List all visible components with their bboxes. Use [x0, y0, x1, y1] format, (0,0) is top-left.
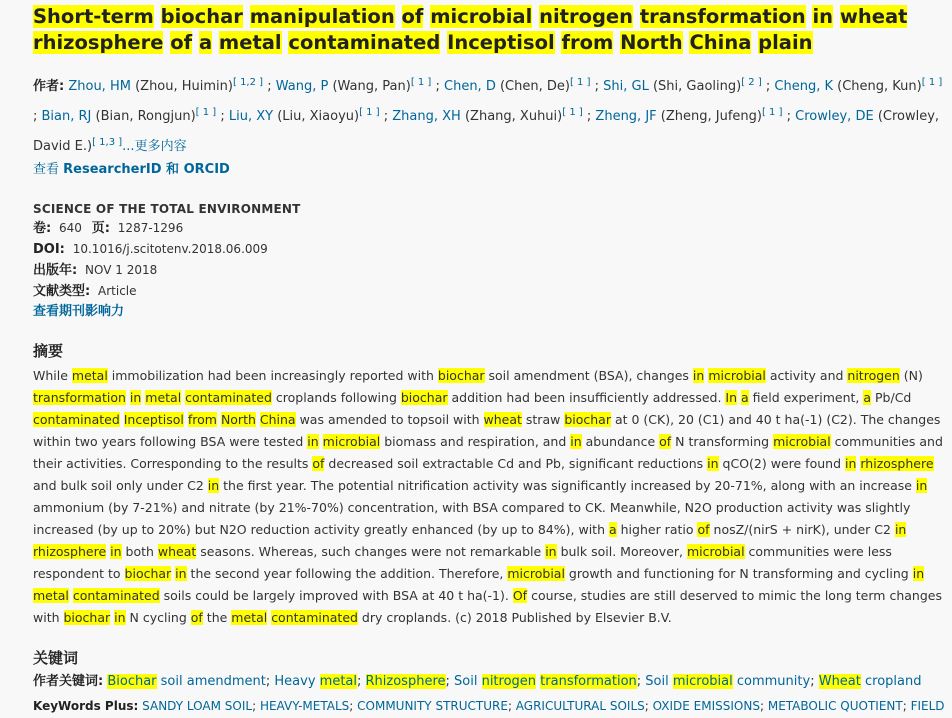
abstract-section: [33, 340, 943, 629]
keyword-word-highlight: Wheat: [818, 674, 861, 689]
author-link[interactable]: Cheng, K: [774, 79, 834, 94]
abstract-word-text: activity and: [765, 368, 848, 383]
title-word-text: [192, 31, 199, 54]
abstract-word-highlight: biochar: [564, 412, 611, 427]
title-word-text: [154, 5, 161, 28]
keyword-word-text: soil amendment: [156, 674, 266, 689]
pubyear-label: 出版年:: [33, 263, 78, 278]
title-word-highlight: manipulation: [249, 5, 395, 28]
author-keyword-link[interactable]: [645, 674, 810, 689]
keyword-plus-link[interactable]: METABOLIC QUOTIENT: [767, 699, 903, 713]
abstract-word-highlight: biochar: [124, 566, 172, 581]
keyword-word-text: cropland: [860, 674, 922, 689]
article-title: [33, 4, 943, 56]
researcherid-label: ResearcherID: [63, 162, 162, 177]
author-fullname: (Cheng, Kun): [837, 79, 922, 94]
orcid-label: ORCID: [183, 162, 230, 177]
title-word-text: [633, 5, 640, 28]
record-container: [33, 4, 943, 718]
author-link[interactable]: Liu, XY: [228, 109, 274, 124]
abstract-word-text: course, studies are still deserved to mimic the long term changes with: [33, 588, 942, 625]
abstract-word-highlight: China: [259, 412, 296, 427]
pubyear-value: NOV 1 2018: [85, 263, 158, 277]
keyword-separator: ;: [810, 674, 819, 689]
abstract-word-text: straw: [521, 412, 565, 427]
affiliation-ref[interactable]: [ 1,3 ]: [92, 137, 123, 148]
abstract-word-highlight: of: [190, 610, 203, 625]
author-separator: ;: [582, 109, 596, 124]
abstract-word-text: soil amendment (BSA), changes: [484, 368, 693, 383]
keyword-plus-link[interactable]: COMMUNITY STRUCTURE: [357, 699, 508, 713]
volume-label: 卷:: [33, 221, 52, 236]
keyword-separator: ;: [636, 674, 646, 689]
keyword-plus-link[interactable]: SANDY LOAM SOIL: [142, 699, 253, 713]
abstract-word-text: croplands following: [271, 390, 401, 405]
volume-value: 640: [59, 221, 82, 235]
title-word-highlight: Inceptisol: [447, 31, 555, 54]
abstract-word-text: at 0 (CK), 20 (C1) and 40 t ha(-1) (C2). The changes within two years following BSA were tested: [33, 412, 941, 449]
title-word-highlight: metal: [218, 31, 282, 54]
abstract-word-highlight: in: [175, 566, 187, 581]
abstract-word-highlight: a: [863, 390, 872, 405]
orcid-prefix: 查看: [33, 162, 64, 177]
abstract-word-highlight: in: [844, 456, 857, 471]
keyword-separator: ;: [902, 699, 911, 713]
abstract-word-text: (N): [899, 368, 923, 383]
keyword-word-highlight: Rhizosphere: [365, 674, 446, 689]
keyword-separator: ;: [507, 699, 516, 713]
abstract-word-highlight: in: [894, 522, 907, 537]
title-word-highlight: North: [620, 31, 683, 54]
abstract-word-text: immobilization had been increasingly reported with: [107, 368, 438, 383]
keyword-separator: ;: [265, 674, 275, 689]
author-fullname: (Zhang, Xuhui): [464, 109, 563, 124]
keyword-separator: ;: [445, 674, 455, 689]
abstract-word-text: qCO(2) were found: [718, 456, 845, 471]
author-fullname: (Chen, De): [499, 79, 570, 94]
title-word-text: [243, 5, 250, 28]
author-separator: ;: [33, 109, 42, 124]
author-keyword-link[interactable]: [454, 674, 637, 689]
abstract-word-highlight: biochar: [400, 390, 448, 405]
abstract-word-highlight: in: [912, 566, 925, 581]
keyword-separator: ;: [349, 699, 358, 713]
keywords-plus-row: [33, 694, 943, 718]
doi-row: [33, 239, 943, 260]
title-word-highlight: biochar: [160, 5, 243, 28]
title-word-highlight: microbial: [430, 5, 533, 28]
keywords-plus-label: KeyWords Plus:: [33, 699, 139, 713]
keyword-word-text: Heavy: [274, 674, 320, 689]
abstract-word-highlight: a: [608, 522, 617, 537]
keyword-separator: ;: [252, 699, 260, 713]
abstract-word-highlight: contaminated: [271, 610, 358, 625]
researcherid-orcid-link[interactable]: [33, 160, 943, 180]
abstract-word-text: N cycling: [125, 610, 191, 625]
author-keyword-link[interactable]: [107, 674, 266, 689]
journal-title[interactable]: SCIENCE OF THE TOTAL ENVIRONMENT: [33, 202, 301, 216]
abstract-word-highlight: Inceptisol: [123, 412, 184, 427]
abstract-word-highlight: nitrogen: [847, 368, 900, 383]
title-word-highlight: of: [170, 31, 193, 54]
doctype-value: Article: [98, 284, 137, 298]
author-link[interactable]: Chen, D: [444, 79, 496, 94]
abstract-word-text: and bulk soil only under C2: [33, 478, 208, 493]
author-separator: ;: [431, 79, 444, 94]
abstract-word-text: dry croplands. (c) 2018 Published by Elsevier B.V.: [357, 610, 672, 625]
keyword-plus-link[interactable]: AGRICULTURAL SOILS: [515, 699, 645, 713]
abstract-word-highlight: of: [697, 522, 710, 537]
abstract-word-text: the second year following the addition. Therefore,: [186, 566, 508, 581]
abstract-word-highlight: In: [725, 390, 738, 405]
author-keyword-link[interactable]: [366, 674, 446, 689]
abstract-word-highlight: in: [545, 544, 557, 559]
doi-value: 10.1016/j.scitotenv.2018.06.009: [72, 242, 268, 256]
abstract-word-highlight: biochar: [63, 610, 111, 625]
abstract-word-text: decreased soil extractable Cd and Pb, significant reductions: [324, 456, 708, 471]
keyword-plus-link[interactable]: HEAVY-METALS: [259, 699, 350, 713]
title-word-highlight: contaminated: [288, 31, 441, 54]
author-link[interactable]: Wang, P: [275, 79, 329, 94]
journal-impact-link[interactable]: 查看期刊影响力: [33, 304, 125, 319]
abstract-word-text: higher ratio: [616, 522, 698, 537]
abstract-word-highlight: in: [129, 390, 142, 405]
abstract-word-highlight: metal: [145, 390, 182, 405]
volume-pages-row: [33, 218, 943, 239]
author-fullname: (Bian, Rongjun): [95, 109, 196, 124]
author-keyword-link[interactable]: [819, 674, 922, 689]
abstract-word-highlight: a: [741, 390, 749, 405]
author-keywords-label: 作者关键词:: [33, 674, 104, 689]
abstract-word-text: abundance: [581, 434, 660, 449]
doi-label: DOI:: [33, 242, 65, 257]
abstract-word-highlight: transformation: [33, 390, 126, 405]
keyword-plus-link[interactable]: OXIDE EMISSIONS: [652, 699, 760, 713]
abstract-word-highlight: in: [114, 610, 126, 625]
abstract-word-text: ammonium (by 7-21%) and nitrate (by 21%-70%) concentration, with BSA compared to CK. Meanwhile, N2O production activity was slightly increased (by up to 20%) but N2O reduction activity greatly enhanced (by up to 84%), with: [33, 500, 911, 537]
pages-value: 1287-1296: [117, 221, 184, 235]
abstract-word-highlight: wheat: [483, 412, 522, 427]
keyword-word-highlight: transformation: [540, 674, 637, 689]
abstract-word-highlight: North: [220, 412, 256, 427]
author-fullname: (Zheng, Jufeng): [660, 109, 762, 124]
affiliation-ref[interactable]: [ 2 ]: [741, 77, 762, 88]
keyword-word-highlight: metal: [319, 674, 357, 689]
abstract-word-highlight: microbial: [773, 434, 831, 449]
author-link[interactable]: Shi, GL: [603, 79, 649, 94]
title-word-highlight: from: [561, 31, 614, 54]
abstract-word-text: the: [202, 610, 232, 625]
abstract-word-highlight: from: [187, 412, 217, 427]
title-word-highlight: wheat: [839, 5, 908, 28]
author-fullname: (Crowley, David E.): [33, 109, 940, 154]
title-word-highlight: nitrogen: [539, 5, 634, 28]
keyword-word-text: community: [732, 674, 811, 689]
abstract-word-text: soils could be largely improved with BSA at 40 t ha(-1).: [159, 588, 513, 603]
author-link[interactable]: Zhang, XH: [392, 109, 461, 124]
abstract-word-text: bulk soil. Moreover,: [556, 544, 687, 559]
abstract-word-highlight: in: [692, 368, 705, 383]
title-word-text: [212, 31, 219, 54]
abstract-word-highlight: metal: [231, 610, 268, 625]
pages-label: 页:: [91, 221, 110, 236]
author-link[interactable]: Crowley, DE: [795, 109, 874, 124]
author-separator: ;: [761, 79, 775, 94]
more-authors-link[interactable]: ...更多内容: [122, 139, 187, 154]
abstract-word-text: communities and their activities. Corresponding to the results: [33, 434, 943, 471]
abstract-word-text: was amended to topsoil with: [295, 412, 484, 427]
abstract-word-highlight: contaminated: [72, 588, 160, 603]
affiliation-ref[interactable]: [ 1 ]: [195, 107, 217, 118]
abstract-word-highlight: in: [570, 434, 582, 449]
abstract-word-highlight: microbial: [322, 434, 381, 449]
abstract-word-text: While: [33, 368, 72, 383]
abstract-word-highlight: contaminated: [185, 390, 272, 405]
abstract-word-highlight: of: [659, 434, 672, 449]
title-word-text: [395, 5, 402, 28]
abstract-word-text: communities were less respondent to: [33, 544, 892, 581]
title-word-highlight: rhizosphere: [33, 31, 164, 54]
title-word-highlight: transformation: [639, 5, 806, 28]
title-word-highlight: a: [198, 31, 213, 54]
pubyear-row: [33, 260, 943, 281]
affiliation-ref[interactable]: [ 1 ]: [761, 107, 783, 118]
abstract-word-highlight: in: [207, 478, 220, 493]
abstract-word-text: both: [121, 544, 158, 559]
abstract-word-text: nosZ/(nirS + nirK), under C2: [709, 522, 895, 537]
keyword-separator: ;: [759, 699, 768, 713]
abstract-word-highlight: rhizosphere: [860, 456, 934, 471]
author-fullname: (Zhou, Huimin): [135, 79, 233, 94]
affiliation-ref[interactable]: [ 1 ]: [562, 107, 583, 118]
keyword-word-highlight: nitrogen: [481, 674, 537, 689]
keywords-heading: 关键词: [33, 649, 79, 667]
title-word-highlight: Short-term: [33, 5, 154, 28]
abstract-heading: 摘要: [33, 342, 64, 360]
keyword-word-text: Soil: [454, 674, 482, 689]
affiliation-ref[interactable]: [ 1 ]: [410, 77, 432, 88]
author-link[interactable]: Zhou, HM: [68, 79, 131, 94]
author-fullname: (Liu, Xiaoyu): [277, 109, 360, 124]
author-separator: ;: [379, 109, 393, 124]
abstract-word-highlight: microbial: [507, 566, 565, 581]
author-keywords-row: [33, 670, 943, 694]
abstract-word-highlight: biochar: [437, 368, 485, 383]
abstract-word-highlight: in: [915, 478, 928, 493]
author-keyword-link[interactable]: [274, 674, 357, 689]
abstract-word-text: biomass and respiration, and: [380, 434, 571, 449]
authors-block: [33, 70, 943, 160]
abstract-word-highlight: metal: [71, 368, 108, 383]
abstract-word-highlight: contaminated: [33, 412, 120, 427]
affiliation-ref[interactable]: [ 1,2 ]: [232, 77, 264, 88]
title-word-highlight: China: [689, 31, 752, 54]
author-separator: ;: [590, 79, 604, 94]
abstract-word-text: addition had been insufficiently addressed.: [447, 390, 726, 405]
keyword-plus-link[interactable]: FIELD: [910, 699, 945, 713]
doctype-row: [33, 281, 943, 302]
author-fullname: (Shi, Gaoling): [652, 79, 742, 94]
author-link[interactable]: Zheng, JF: [595, 109, 657, 124]
orcid-and: 和: [161, 162, 184, 177]
abstract-word-highlight: of: [312, 456, 325, 471]
abstract-word-text: the first year. The potential nitrification activity was significantly increased by 20-71%, along with an increase: [219, 478, 916, 493]
keyword-separator: ;: [644, 699, 653, 713]
author-separator: ;: [782, 109, 796, 124]
title-word-text: [833, 5, 840, 28]
title-word-highlight: in: [812, 5, 834, 28]
keyword-word-highlight: Biochar: [107, 674, 157, 689]
abstract-word-text: seasons. Whereas, such changes were not remarkable: [196, 544, 546, 559]
abstract-word-text: growth and functioning for N transforming and cycling: [564, 566, 913, 581]
keyword-word-text: Soil: [645, 674, 673, 689]
abstract-word-text: field experiment,: [748, 390, 864, 405]
author-separator: ;: [263, 79, 276, 94]
authors-label: 作者:: [33, 79, 65, 94]
affiliation-ref[interactable]: [ 1 ]: [569, 77, 591, 88]
keyword-word-highlight: microbial: [672, 674, 733, 689]
affiliation-ref[interactable]: [ 1 ]: [921, 77, 943, 88]
abstract-word-highlight: in: [307, 434, 319, 449]
doctype-label: 文献类型:: [33, 284, 91, 299]
author-link[interactable]: Bian, RJ: [41, 109, 92, 124]
abstract-word-highlight: rhizosphere: [33, 544, 107, 559]
abstract-word-highlight: metal: [33, 588, 69, 603]
abstract-word-highlight: wheat: [157, 544, 197, 559]
affiliation-ref[interactable]: [ 1 ]: [359, 107, 380, 118]
author-separator: ;: [216, 109, 229, 124]
title-word-highlight: plain: [758, 31, 813, 54]
author-fullname: (Wang, Pan): [332, 79, 411, 94]
abstract-word-text: N transforming: [671, 434, 774, 449]
abstract-word-highlight: microbial: [686, 544, 745, 559]
abstract-word-highlight: in: [707, 456, 719, 471]
keywords-section: [33, 647, 943, 718]
abstract-word-highlight: in: [110, 544, 122, 559]
title-word-highlight: of: [401, 5, 424, 28]
keyword-separator: ;: [357, 674, 366, 689]
abstract-word-text: Pb/Cd: [871, 390, 912, 405]
abstract-word-highlight: Of: [512, 588, 528, 603]
abstract-word-highlight: microbial: [708, 368, 766, 383]
abstract-text: [33, 365, 945, 629]
